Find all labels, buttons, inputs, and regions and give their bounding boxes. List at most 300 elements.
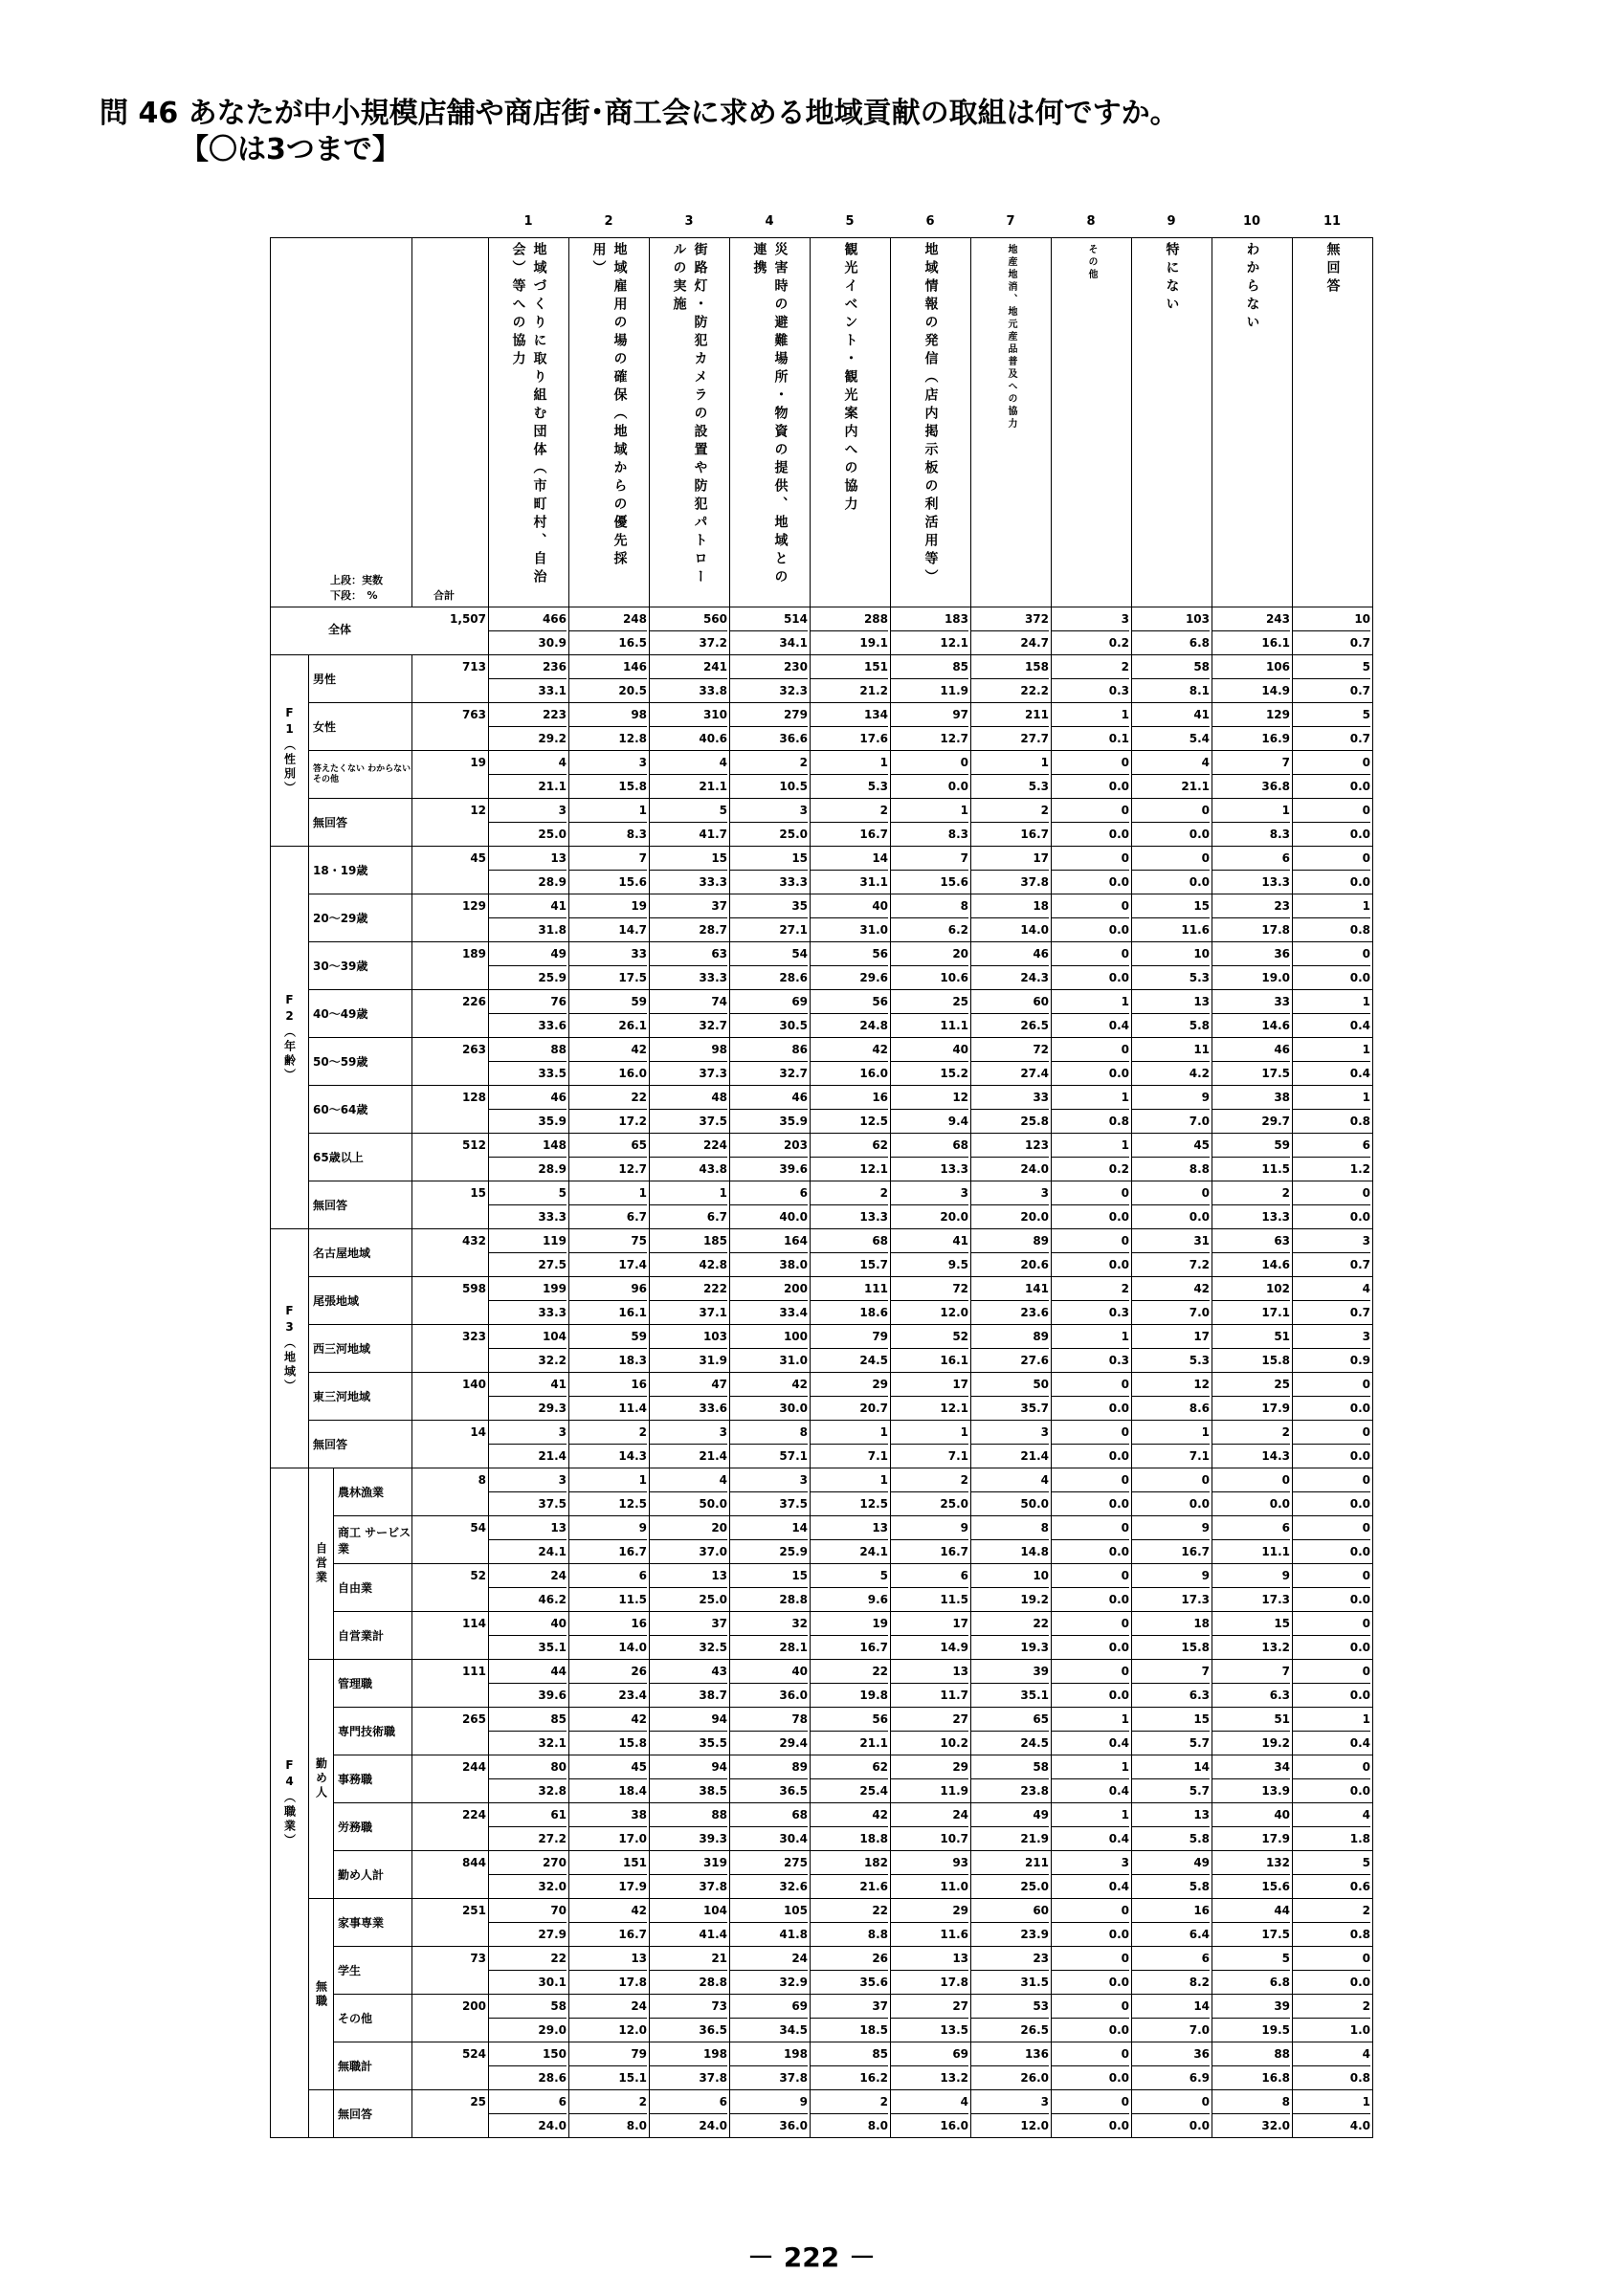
cell-count: 15: [1132, 894, 1210, 918]
cell-percent: 0.1: [1108, 732, 1130, 745]
subgroup-header: [309, 1899, 334, 2090]
cell: [1132, 1421, 1212, 1468]
cell-count: 9: [569, 1516, 647, 1540]
cell-percent: 0.0: [1349, 828, 1371, 841]
cell: [489, 1708, 569, 1755]
row-total: [412, 1803, 489, 1851]
cell-count: 29: [891, 1755, 968, 1779]
cell: [971, 1660, 1052, 1708]
cell-count: 94: [650, 1708, 727, 1732]
cell-count: 6: [569, 1564, 647, 1588]
cell: [569, 990, 650, 1038]
cell-count: 1: [1293, 1038, 1370, 1062]
cell: [1212, 894, 1293, 942]
cell: [730, 1421, 811, 1468]
cell: [1052, 990, 1132, 1038]
cell-percent: 0.2: [1108, 636, 1130, 650]
cell-count: 41: [1132, 703, 1210, 727]
cell-percent: 0.0: [1349, 1689, 1371, 1702]
cell-percent: 21.4: [538, 1449, 567, 1463]
cell-percent: 33.5: [538, 1067, 567, 1080]
cell-count: 56: [811, 1708, 888, 1732]
cell-count: 8: [730, 1421, 808, 1445]
cell-percent: 25.0: [1020, 1880, 1050, 1893]
cell: [730, 990, 811, 1038]
cell-percent: 21.6: [859, 1880, 889, 1893]
column-header: [489, 238, 569, 607]
cell-percent: 17.4: [618, 1258, 648, 1271]
cell-count: 14: [1132, 1995, 1210, 2019]
cell-percent: 14.3: [618, 1449, 648, 1463]
cell-count: 3: [569, 751, 647, 775]
cell-percent: 13.3: [859, 1210, 889, 1224]
cell: [891, 703, 971, 751]
row-total: [412, 847, 489, 894]
cell-percent: 12.8: [618, 732, 648, 745]
cell: [891, 1755, 971, 1803]
column-number: 5: [845, 214, 855, 229]
cell: [1293, 1421, 1373, 1468]
row-label: 無回答: [309, 1181, 412, 1229]
cell: [1132, 2090, 1212, 2138]
cell: [971, 703, 1052, 751]
cell: [569, 1851, 650, 1899]
row-total: [412, 1851, 489, 1899]
cell-count: 0: [1052, 799, 1129, 823]
cell-count: 4: [891, 2090, 968, 2114]
cell: [811, 1899, 891, 1947]
cell: [650, 847, 730, 894]
cell: [1212, 1181, 1293, 1229]
cell-count: 7: [569, 847, 647, 871]
cell: [730, 1947, 811, 1995]
cell: [891, 990, 971, 1038]
cell: [891, 1038, 971, 1086]
cell-count: 25: [1212, 1373, 1290, 1397]
row-label: 50～59歳: [309, 1038, 412, 1086]
cell-count: 6: [650, 2090, 727, 2114]
cell-percent: 10.7: [940, 1832, 969, 1845]
cell: [1052, 799, 1132, 847]
cell-count: 13: [489, 1516, 567, 1540]
cell: [1212, 942, 1293, 990]
cell-count: 3: [489, 1421, 567, 1445]
cell-count: 4: [650, 751, 727, 775]
cell: [1132, 1899, 1212, 1947]
cell-count: 80: [489, 1755, 567, 1779]
cell-count: 146: [569, 655, 647, 679]
cell-percent: 11.7: [940, 1689, 969, 1702]
cell-percent: 12.1: [940, 1402, 969, 1415]
cell-percent: 19.8: [859, 1689, 889, 1702]
cell-percent: 0.4: [1108, 1832, 1130, 1845]
cell-percent: 17.9: [618, 1880, 648, 1893]
cell: [569, 1421, 650, 1468]
cell-count: 0: [1052, 2042, 1129, 2066]
cell-percent: 0.0: [1349, 1976, 1371, 1989]
cell-percent: 33.3: [538, 1210, 567, 1224]
cell: [650, 751, 730, 799]
cell-percent: 28.1: [779, 1641, 809, 1654]
cell-percent: 11.6: [940, 1928, 969, 1941]
cell-count: 466: [489, 607, 567, 631]
cell-percent: 11.5: [618, 1593, 648, 1606]
cell-count: 0: [1052, 1612, 1129, 1636]
cell-percent: 0.3: [1108, 1354, 1130, 1367]
cell-count: 72: [891, 1277, 968, 1301]
row-label: 家事専業: [334, 1899, 412, 1947]
cell: [569, 1755, 650, 1803]
cell: [1293, 1660, 1373, 1708]
cell: [1293, 1134, 1373, 1181]
cell: [569, 799, 650, 847]
cell-percent: 33.3: [699, 971, 728, 984]
cell: [891, 751, 971, 799]
cell: [569, 1134, 650, 1181]
cell-percent: 57.1: [779, 1449, 809, 1463]
row-total-value: 140: [461, 1378, 487, 1391]
row-total: [412, 1947, 489, 1995]
cell: [1052, 942, 1132, 990]
cell-count: 4: [1293, 1803, 1370, 1827]
row-total: [412, 2090, 489, 2138]
cell: [650, 1612, 730, 1660]
column-header-text: 特にない: [1164, 242, 1180, 315]
cell-count: 9: [891, 1516, 968, 1540]
cell-percent: 0.0: [947, 780, 969, 793]
cell-count: 33: [1212, 990, 1290, 1014]
cell-count: 15: [1132, 1708, 1210, 1732]
cell-percent: 15.6: [1261, 1880, 1291, 1893]
cell-percent: 4.2: [1189, 1067, 1211, 1080]
cell-count: 39: [1212, 1995, 1290, 2019]
cell: [1293, 1612, 1373, 1660]
cell-percent: 24.8: [859, 1019, 889, 1032]
cell-percent: 1.8: [1349, 1832, 1371, 1845]
cell-count: 34: [1212, 1755, 1290, 1779]
cell-count: 200: [730, 1277, 808, 1301]
row-total-value: 432: [461, 1234, 487, 1247]
column-header: [730, 238, 811, 607]
crosstab-table: [270, 237, 1373, 2138]
cell-count: 151: [811, 655, 888, 679]
cell-percent: 10.5: [779, 780, 809, 793]
cell: [891, 1277, 971, 1325]
cell: [730, 1086, 811, 1134]
cell-count: 0: [1293, 847, 1370, 871]
row-total: [412, 1038, 489, 1086]
row-total-value: 111: [461, 1665, 487, 1678]
cell: [1293, 942, 1373, 990]
cell-count: 60: [971, 990, 1049, 1014]
cell: [971, 1516, 1052, 1564]
cell-count: 182: [811, 1851, 888, 1875]
cell-percent: 0.0: [1108, 1545, 1130, 1558]
cell-count: 39: [971, 1660, 1049, 1684]
cell-percent: 0.3: [1108, 684, 1130, 697]
cell: [971, 1708, 1052, 1755]
cell-percent: 32.0: [1261, 2119, 1291, 2132]
cell: [730, 1851, 811, 1899]
cell-percent: 20.5: [618, 684, 648, 697]
cell-percent: 15.1: [618, 2071, 648, 2085]
cell: [730, 1660, 811, 1708]
cell-percent: 31.9: [699, 1354, 728, 1367]
cell-percent: 16.7: [859, 828, 889, 841]
cell-percent: 23.6: [1020, 1306, 1050, 1319]
cell-count: 3: [1052, 1851, 1129, 1875]
cell-percent: 33.4: [779, 1306, 809, 1319]
row-label: 40～49歳: [309, 990, 412, 1038]
cell-count: 58: [1132, 655, 1210, 679]
cell: [811, 1038, 891, 1086]
total-header: [412, 238, 489, 607]
cell-percent: 11.9: [940, 1784, 969, 1798]
cell: [891, 1325, 971, 1373]
cell: [569, 1708, 650, 1755]
column-number: 1: [523, 214, 533, 229]
table-row: [271, 2042, 1373, 2090]
cell-percent: 6.2: [947, 923, 969, 937]
column-header-text: 無回答: [1324, 242, 1341, 297]
cell: [489, 1660, 569, 1708]
cell-percent: 21.4: [1020, 1449, 1050, 1463]
cell-percent: 0.7: [1349, 1258, 1371, 1271]
cell: [1293, 1468, 1373, 1516]
cell-count: 42: [569, 1708, 647, 1732]
cell: [811, 1516, 891, 1564]
cell: [730, 1468, 811, 1516]
cell-count: 1: [1212, 799, 1290, 823]
cell-count: 7: [1212, 751, 1290, 775]
cell-count: 2: [569, 1421, 647, 1445]
cell: [971, 1851, 1052, 1899]
cell-percent: 8.0: [626, 2119, 648, 2132]
cell: [650, 1277, 730, 1325]
column-number: 4: [765, 214, 774, 229]
cell-count: 7: [1212, 1660, 1290, 1684]
cell-percent: 0.4: [1349, 1067, 1371, 1080]
cell-percent: 0.8: [1108, 1115, 1130, 1128]
cell: [1293, 799, 1373, 847]
cell-count: 85: [489, 1708, 567, 1732]
cell-count: 94: [650, 1755, 727, 1779]
row-label: 西三河地域: [309, 1325, 412, 1373]
cell: [489, 2090, 569, 2138]
cell-count: 0: [1052, 1373, 1129, 1397]
cell-percent: 40.6: [699, 732, 728, 745]
cell-percent: 21.1: [699, 780, 728, 793]
cell: [891, 1660, 971, 1708]
cell-count: 0: [1293, 751, 1370, 775]
cell-count: 42: [569, 1899, 647, 1923]
cell-count: 158: [971, 655, 1049, 679]
cell: [891, 1134, 971, 1181]
cell-count: 12: [891, 1086, 968, 1110]
cell-percent: 13.2: [1261, 1641, 1291, 1654]
cell-percent: 6.7: [706, 1210, 728, 1224]
cell-count: 22: [811, 1660, 888, 1684]
cell-percent: 8.3: [947, 828, 969, 841]
subgroup-label: 自営業: [314, 1542, 328, 1585]
cell: [489, 847, 569, 894]
cell-percent: 15.7: [859, 1258, 889, 1271]
cell: [569, 655, 650, 703]
table-row: [271, 894, 1373, 942]
cell-count: 1: [1052, 990, 1129, 1014]
cell-count: 3: [891, 1181, 968, 1205]
cell-count: 33: [971, 1086, 1049, 1110]
cell-percent: 18.3: [618, 1354, 648, 1367]
cell-count: 37: [650, 894, 727, 918]
cell: [650, 990, 730, 1038]
cell: [730, 1516, 811, 1564]
row-label: 名古屋地域: [309, 1229, 412, 1277]
cell: [730, 1325, 811, 1373]
cell: [1132, 1708, 1212, 1755]
column-number: 8: [1086, 214, 1096, 229]
cell-percent: 16.1: [1261, 636, 1291, 650]
table-row: [271, 655, 1373, 703]
cell: [811, 894, 891, 942]
cell: [489, 703, 569, 751]
cell-percent: 32.6: [779, 1880, 809, 1893]
cell-count: 88: [1212, 2042, 1290, 2066]
cell-percent: 37.1: [699, 1306, 728, 1319]
cell: [569, 751, 650, 799]
cell-count: 223: [489, 703, 567, 727]
cell-percent: 36.8: [1261, 780, 1291, 793]
table-row: [271, 1181, 1373, 1229]
cell-percent: 0.0: [1349, 971, 1371, 984]
cell-percent: 5.8: [1189, 1019, 1211, 1032]
cell-percent: 0.7: [1349, 636, 1371, 650]
cell-count: 17: [1132, 1325, 1210, 1349]
cell-count: 35: [730, 894, 808, 918]
cell: [1212, 1660, 1293, 1708]
cell-count: 89: [971, 1325, 1049, 1349]
cell-count: 224: [650, 1134, 727, 1158]
cell-count: 5: [650, 799, 727, 823]
cell-percent: 6.4: [1189, 1928, 1211, 1941]
cell-count: 13: [1132, 1803, 1210, 1827]
cell: [891, 1803, 971, 1851]
cell-count: 2: [891, 1468, 968, 1492]
cell: [730, 1803, 811, 1851]
cell-percent: 17.3: [1261, 1593, 1291, 1606]
cell-percent: 12.5: [859, 1115, 889, 1128]
question-title: [100, 96, 1179, 168]
cell: [569, 1612, 650, 1660]
cell-count: 56: [811, 990, 888, 1014]
cell-percent: 50.0: [699, 1497, 728, 1511]
cell: [730, 894, 811, 942]
cell-count: 59: [1212, 1134, 1290, 1158]
cell-percent: 17.5: [1261, 1928, 1291, 1941]
cell-count: 198: [650, 2042, 727, 2066]
cell: [489, 799, 569, 847]
cell-percent: 11.0: [940, 1880, 969, 1893]
cell: [1212, 751, 1293, 799]
column-number: 9: [1167, 214, 1176, 229]
cell-percent: 19.0: [1261, 971, 1291, 984]
cell: [1293, 1516, 1373, 1564]
cell-count: 123: [971, 1134, 1049, 1158]
cell-count: 41: [489, 1373, 567, 1397]
cell-count: 0: [1052, 894, 1129, 918]
cell-percent: 7.0: [1189, 1115, 1211, 1128]
cell-percent: 0.4: [1349, 1019, 1371, 1032]
cell-percent: 0.0: [1349, 875, 1371, 889]
subgroup-header: [309, 1660, 334, 1899]
cell-count: 230: [730, 655, 808, 679]
cell-percent: 33.6: [699, 1402, 728, 1415]
row-total: [412, 799, 489, 847]
cell-percent: 37.8: [699, 1880, 728, 1893]
cell: [1293, 703, 1373, 751]
cell: [730, 1995, 811, 2042]
cell-count: 1: [1293, 894, 1370, 918]
cell: [811, 1421, 891, 1468]
cell-count: 8: [971, 1516, 1049, 1540]
cell-percent: 17.5: [618, 971, 648, 984]
cell: [971, 1564, 1052, 1612]
cell: [730, 1899, 811, 1947]
cell-percent: 33.1: [538, 684, 567, 697]
cell-percent: 27.7: [1020, 732, 1050, 745]
row-label: 30～39歳: [309, 942, 412, 990]
cell-percent: 31.8: [538, 923, 567, 937]
cell: [1052, 1516, 1132, 1564]
cell: [569, 1181, 650, 1229]
cell: [1132, 1803, 1212, 1851]
cell-count: 16: [1132, 1899, 1210, 1923]
cell: [1132, 942, 1212, 990]
cell-percent: 21.1: [1181, 780, 1211, 793]
cell: [489, 1229, 569, 1277]
cell-count: 46: [1212, 1038, 1290, 1062]
cell-count: 1: [891, 1421, 968, 1445]
cell: [1132, 1086, 1212, 1134]
cell-count: 85: [811, 2042, 888, 2066]
cell-percent: 11.4: [618, 1402, 648, 1415]
total-header-label: 合計: [434, 589, 456, 602]
cell-percent: 25.0: [779, 828, 809, 841]
row-label: 管理職: [334, 1660, 412, 1708]
row-total: [412, 1899, 489, 1947]
cell-percent: 15.8: [1181, 1641, 1211, 1654]
table-row: [271, 1086, 1373, 1134]
cell-percent: 41.7: [699, 828, 728, 841]
cell-count: 0: [1052, 1229, 1129, 1253]
cell-percent: 12.5: [859, 1497, 889, 1511]
cell-percent: 35.1: [538, 1641, 567, 1654]
cell-percent: 22.2: [1020, 684, 1050, 697]
cell-percent: 0.0: [1349, 1545, 1371, 1558]
cell: [489, 655, 569, 703]
cell: [569, 2042, 650, 2090]
cell: [730, 1038, 811, 1086]
row-total: [412, 1755, 489, 1803]
cell-count: 40: [891, 1038, 968, 1062]
cell-count: 1: [1052, 1755, 1129, 1779]
cell: [811, 990, 891, 1038]
cell-count: 22: [971, 1612, 1049, 1636]
cell-count: 48: [650, 1086, 727, 1110]
cell: [489, 1947, 569, 1995]
column-header: [1132, 238, 1212, 607]
cell: [1132, 751, 1212, 799]
